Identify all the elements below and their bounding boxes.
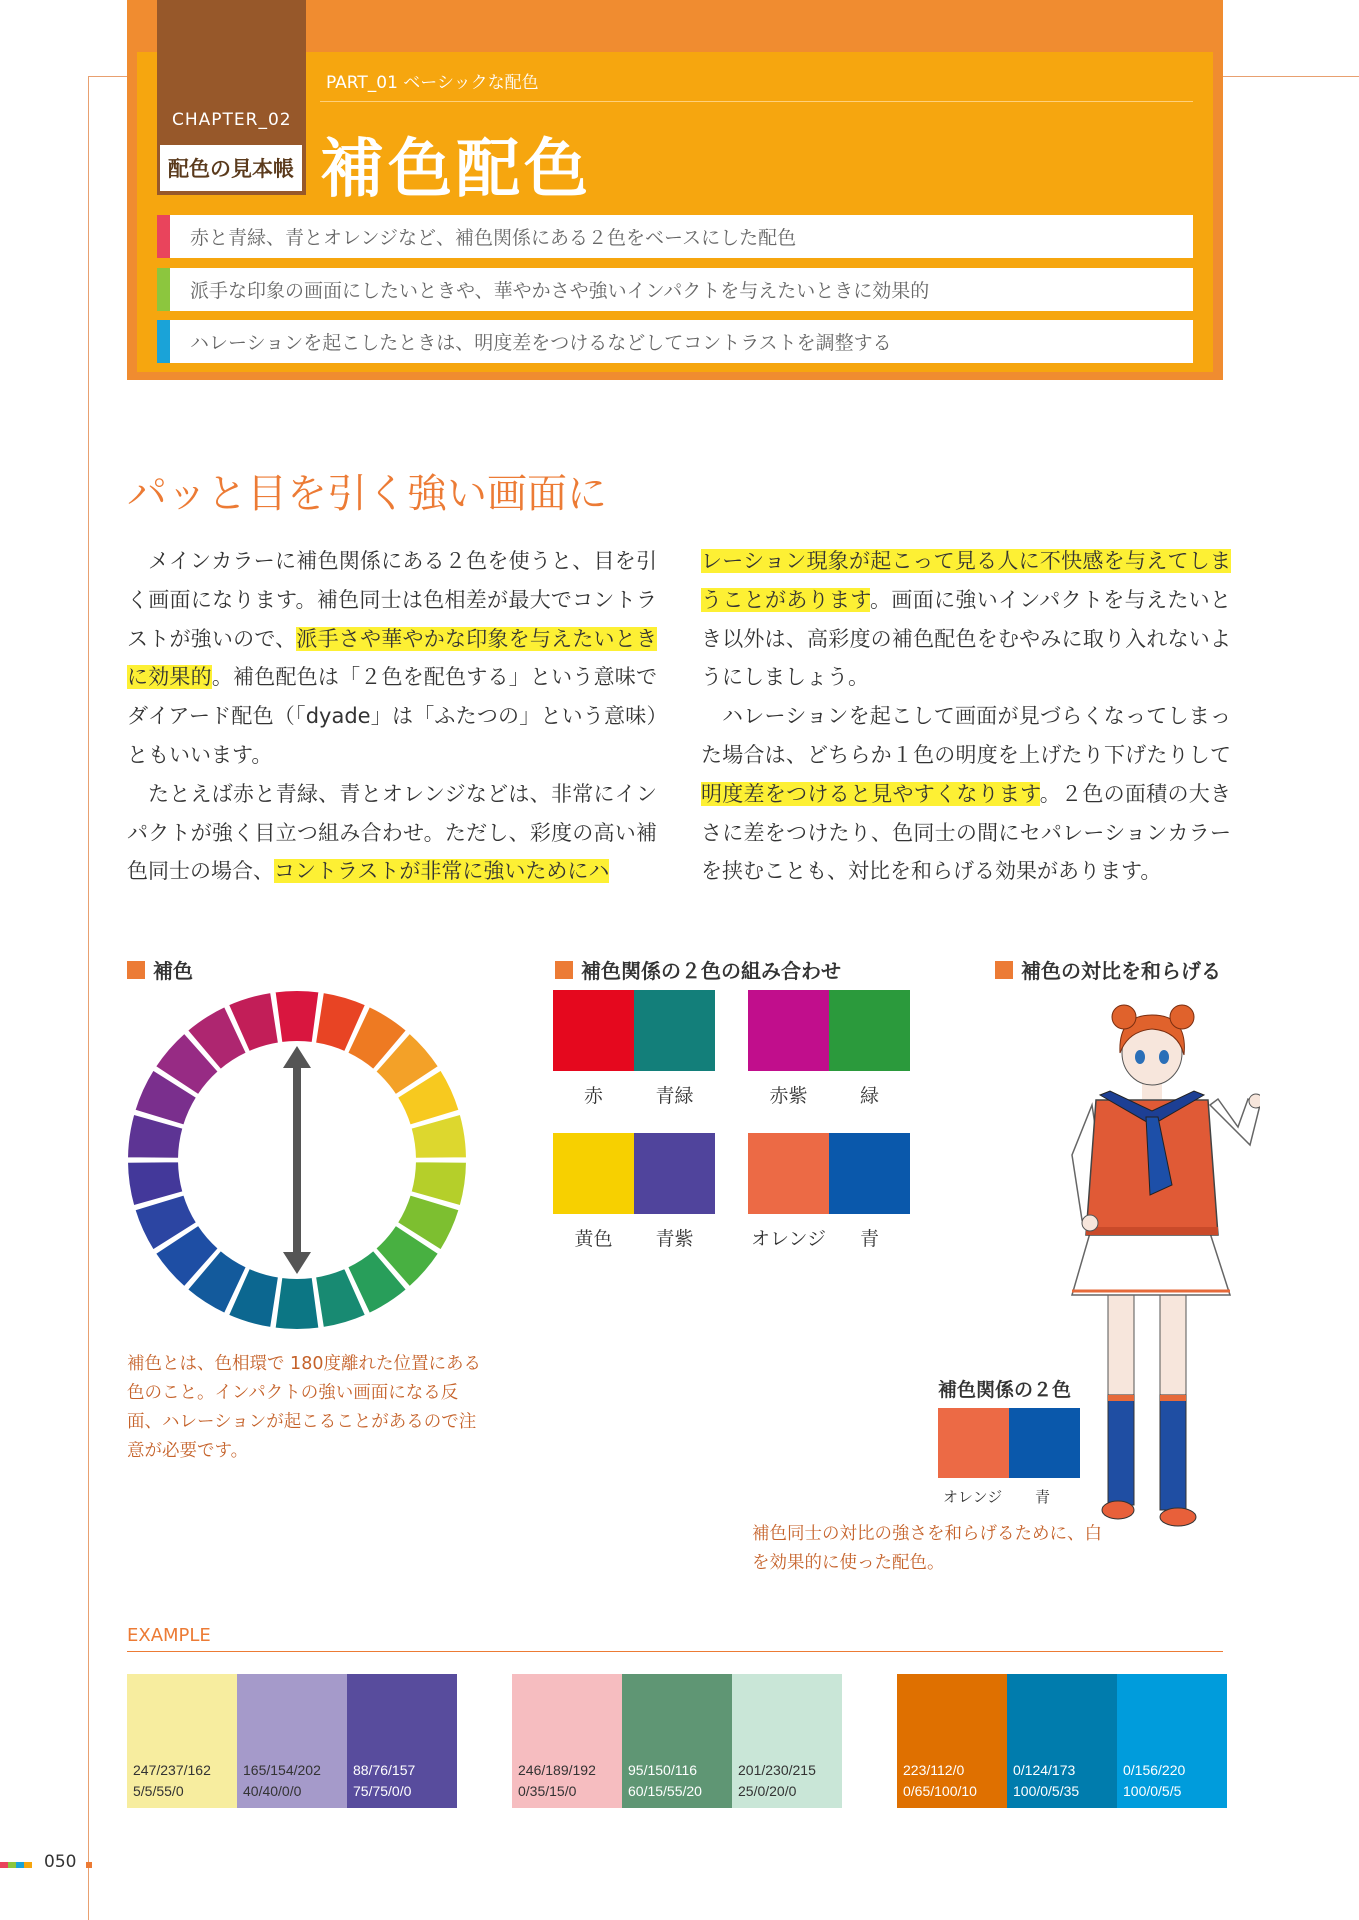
summary-text: 派手な印象の画面にしたいときや、華やかさや強いインパクトを与えたいときに効果的	[190, 280, 930, 302]
body-text: 。２色の面積の大きさに差をつけたり、色同士の間にセパレーションカラーを挟むことも、対比を和らげる効果があります。	[701, 781, 1232, 884]
color-swatch	[748, 990, 829, 1071]
rgb-value: 246/189/192	[518, 1762, 596, 1778]
color-swatch	[829, 990, 910, 1071]
square-bullet-icon	[127, 961, 145, 979]
figure-title: 補色の対比を和らげる	[1021, 959, 1221, 983]
highlighted-text: コントラストが非常に強いためにハ	[274, 859, 610, 884]
footer-bar	[0, 1862, 8, 1868]
body-text: メインカラーに補色関係にある２色を使うと、目を引く画面になります。補色同士は色相差が最大でコントラストが強いので、	[127, 549, 657, 651]
example-swatch	[1117, 1674, 1227, 1808]
footer-bar	[16, 1862, 24, 1868]
cmyk-value: 5/5/55/0	[133, 1783, 184, 1799]
body-text: 。補色配色は「２色を配色する」という意味でダイアード配色（「dyade」は「ふたつの」という意味）ともいいます。	[127, 665, 658, 767]
highlighted-text: 明度差をつけると見やすくなります	[701, 781, 1040, 806]
wheel-segment	[275, 1277, 320, 1330]
swatch-label: 青紫	[655, 1228, 694, 1250]
rgb-value: 88/76/157	[353, 1762, 416, 1778]
swatch-values	[738, 1760, 816, 1802]
page-number: 050	[44, 1852, 77, 1872]
swatch-label: 黄色	[574, 1228, 613, 1250]
example-swatch	[347, 1674, 457, 1808]
chapter-label: CHAPTER_02	[172, 110, 292, 130]
cmyk-value: 0/35/15/0	[518, 1783, 577, 1799]
cmyk-value: 100/0/5/5	[1123, 1783, 1182, 1799]
part-label: PART_01 ベーシックな配色	[326, 73, 539, 93]
margin-guide-left	[88, 76, 128, 77]
footer-bar	[8, 1862, 16, 1868]
character-pair-title: 補色関係の２色	[938, 1379, 1072, 1401]
figure-heading-soften	[995, 955, 1221, 984]
example-swatch	[622, 1674, 732, 1808]
example-swatch	[512, 1674, 622, 1808]
color-swatch	[1009, 1408, 1080, 1478]
swatch-values	[518, 1760, 596, 1802]
wheel-segment	[275, 990, 320, 1043]
margin-guide-right	[1222, 76, 1359, 77]
color-swatch	[553, 1133, 634, 1214]
body-text: ハレーションを起こして画面が見づらくなってしまった場合は、どちらか１色の明度を上げたり下げたりして	[701, 704, 1231, 767]
margin-guide-vertical	[88, 76, 89, 1920]
double-arrow-icon	[293, 1060, 301, 1260]
color-swatch	[748, 1133, 829, 1214]
example-swatch	[127, 1674, 237, 1808]
rgb-value: 223/112/0	[903, 1762, 965, 1778]
soften-caption: 補色同士の対比の強さを和らげるために、白を効果的に使った配色。	[752, 1524, 1102, 1573]
swatch-label: 青	[1035, 1488, 1051, 1506]
swatch-values	[1123, 1760, 1185, 1802]
cmyk-value: 0/65/100/10	[903, 1783, 977, 1799]
swatch-values	[243, 1760, 321, 1802]
summary-bar	[157, 268, 170, 311]
summary-text: ハレーションを起こしたときは、明度差をつけるなどしてコントラストを調整する	[190, 332, 892, 354]
swatch-label: オレンジ	[943, 1488, 1003, 1506]
chapter-subtitle: 配色の見本帳	[160, 145, 302, 191]
swatch-values	[133, 1760, 211, 1802]
example-swatch	[897, 1674, 1007, 1808]
rgb-value: 0/156/220	[1123, 1762, 1186, 1778]
swatch-values	[628, 1760, 702, 1802]
swatch-label: オレンジ	[750, 1228, 827, 1250]
body-column-left	[127, 542, 657, 891]
swatch-label: 赤	[583, 1085, 603, 1107]
swatch-values	[1013, 1760, 1079, 1802]
figure-title: 補色関係の２色の組み合わせ	[581, 959, 841, 983]
summary-item	[157, 268, 1193, 311]
color-swatch	[634, 990, 715, 1071]
cmyk-value: 40/40/0/0	[243, 1783, 302, 1799]
figure-heading-pairs	[555, 955, 841, 984]
color-swatch	[634, 1133, 715, 1214]
cmyk-value: 75/75/0/0	[353, 1783, 412, 1799]
summary-text: 赤と青緑、青とオレンジなど、補色関係にある２色をベースにした配色	[190, 227, 797, 249]
color-swatch	[829, 1133, 910, 1214]
summary-item	[157, 215, 1193, 258]
swatch-label: 青	[859, 1228, 879, 1250]
square-bullet-icon	[995, 961, 1013, 979]
color-swatch	[938, 1408, 1009, 1478]
body-text: たとえば赤と青緑、青とオレンジなどは、非常にインパクトが強く目立つ組み合わせ。ただし、彩度の高い補色同士の場合、	[127, 781, 657, 884]
color-swatch	[553, 990, 634, 1071]
rgb-value: 201/230/215	[738, 1762, 816, 1778]
footer-color-bars	[0, 1862, 32, 1868]
summary-bar	[157, 320, 170, 363]
part-divider	[320, 101, 1193, 102]
footer-bar	[24, 1862, 32, 1868]
cmyk-value: 25/0/20/0	[738, 1783, 797, 1799]
cmyk-value: 60/15/55/20	[628, 1783, 702, 1799]
rgb-value: 95/150/116	[628, 1762, 698, 1778]
example-swatch	[732, 1674, 842, 1808]
example-swatch	[1007, 1674, 1117, 1808]
arrow-head-icon	[283, 1252, 311, 1274]
footer-dot	[86, 1862, 92, 1868]
highlighted-text: 派手さや華やかな印象を与えたいときに効果的	[127, 626, 657, 690]
swatch-values	[353, 1760, 415, 1802]
swatch-label: 赤紫	[769, 1085, 808, 1107]
rgb-value: 247/237/162	[133, 1762, 211, 1778]
square-bullet-icon	[555, 961, 573, 979]
summary-bar	[157, 215, 170, 258]
example-label: EXAMPLE	[127, 1625, 211, 1646]
wheel-caption: 補色とは、色相環で 180度離れた位置にある色のこと。インパクトの強い画面になる反面、ハレーションが起こることがあるので注意が必要です。	[127, 1354, 481, 1461]
highlighted-text: レーション現象が起こって見る人に不快感を与えてしまうことがあります	[701, 549, 1231, 612]
swatch-values	[903, 1760, 977, 1802]
section-title: パッと目を引く強い画面に	[127, 471, 607, 517]
color-wheel	[127, 990, 467, 1330]
character-illustration	[1060, 995, 1260, 1585]
cmyk-value: 100/0/5/35	[1013, 1783, 1080, 1799]
rgb-value: 0/124/173	[1013, 1762, 1076, 1778]
swatch-label: 緑	[859, 1085, 879, 1107]
example-swatch	[237, 1674, 347, 1808]
figure-heading-wheel	[127, 955, 193, 984]
body-column-right	[701, 542, 1231, 891]
example-divider	[127, 1651, 1223, 1652]
summary-item	[157, 320, 1193, 363]
figure-title: 補色	[153, 959, 193, 983]
page-title: 補色配色	[320, 133, 592, 207]
swatch-label: 青緑	[655, 1085, 694, 1107]
arrow-head-icon	[283, 1046, 311, 1068]
body-text: 。画面に強いインパクトを与えたいとき以外は、高彩度の補色配色をむやみに取り入れないようにしましょう。	[701, 587, 1232, 690]
rgb-value: 165/154/202	[243, 1762, 321, 1778]
